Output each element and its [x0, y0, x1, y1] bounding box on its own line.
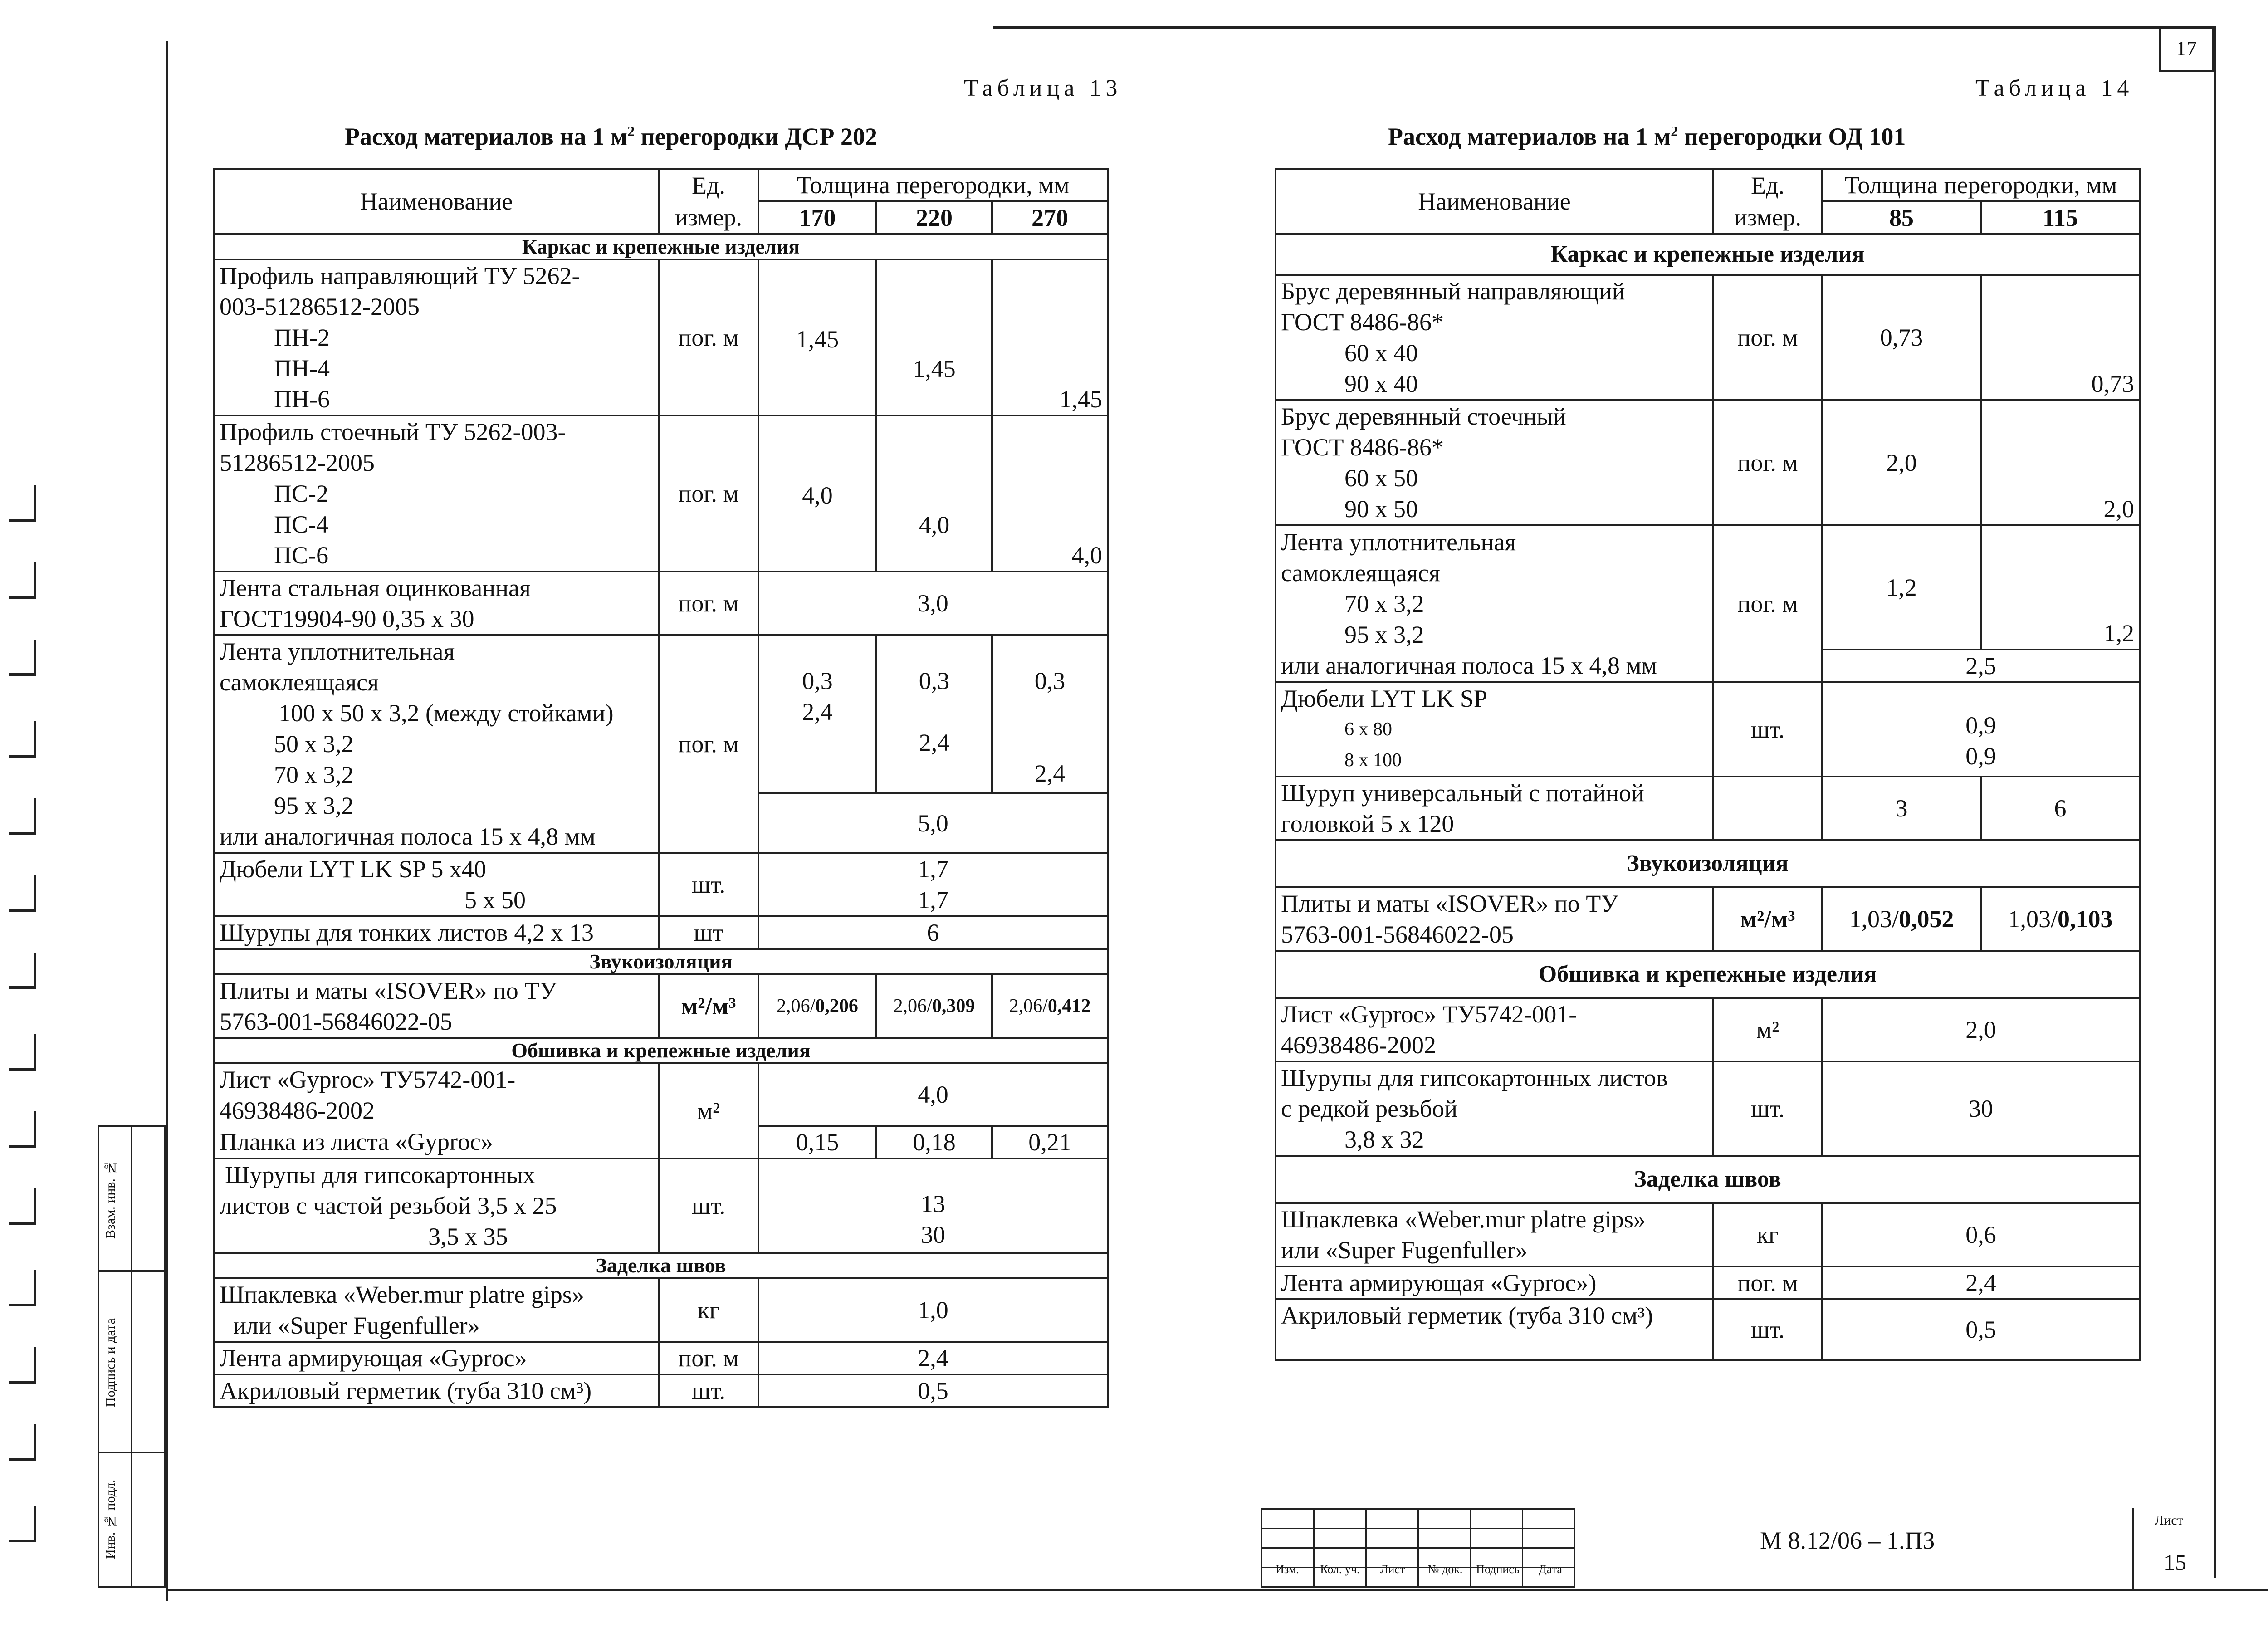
- table-row: [214, 635, 1108, 793]
- t14-value: 1,2: [1822, 525, 1981, 650]
- t13-unit: пог. м: [659, 259, 758, 416]
- t13-value: 0,5: [758, 1374, 1108, 1407]
- table-row: [214, 1278, 1108, 1342]
- t13-unit: пог. м: [659, 416, 758, 572]
- table-row: [1276, 400, 2140, 525]
- t14-row-screws-coarse: Шурупы для гипсокартонных листов с редкой резьбой 3,8 х 32: [1276, 1061, 1713, 1156]
- t14-value: 0,73: [1981, 275, 2140, 400]
- t13-row-tape: Лента армирующая «Gyproc»: [214, 1342, 659, 1374]
- table-row: [214, 1374, 1108, 1407]
- t14-section-insulation: Звукоизоляция: [1276, 840, 2140, 887]
- t14-row-gyproc-sheet: Лист «Gyproc» ТУ5742-001- 46938486-2002: [1276, 998, 1713, 1061]
- table-row: [214, 1159, 1108, 1253]
- side-stamp: [98, 1125, 166, 1588]
- t13-unit: пог. м: [659, 635, 758, 853]
- t14-unit: м²/м³: [1713, 887, 1822, 951]
- table-row: [1276, 682, 2140, 777]
- binding-mark: [9, 485, 36, 522]
- t13-value: 0,18: [876, 1126, 992, 1159]
- t13-section-frame: Каркас и крепежные изделия: [214, 234, 1108, 259]
- t14-header-115: 115: [1981, 201, 2140, 234]
- t13-row-screws-thin: Шурупы для тонких листов 4,2 х 13: [214, 916, 659, 949]
- t14-row-guide-beam: Брус деревянный направляющий ГОСТ 8486-86* 60 х 40 90 х 40: [1276, 275, 1713, 400]
- t14-unit: м²: [1713, 998, 1822, 1061]
- binding-mark: [9, 1270, 36, 1306]
- t13-header-unit: Ед.: [659, 169, 758, 201]
- t13-value: 2,06/0,206: [758, 974, 876, 1038]
- side-stamp-vzam-cell: [99, 1127, 166, 1272]
- t13-value: 3,0: [758, 572, 1108, 635]
- t14-row-tape: Лента армирующая «Gyproc»): [1276, 1266, 1713, 1299]
- t13-unit: шт.: [659, 853, 758, 916]
- t14-value: 1,2: [1981, 525, 2140, 650]
- t13-value: 6: [758, 916, 1108, 949]
- binding-mark: [9, 798, 36, 835]
- t14-section-joints: Заделка швов: [1276, 1156, 2140, 1203]
- title-block: [1261, 1508, 2218, 1590]
- side-stamp-podpis: Подпись и дата: [103, 1318, 118, 1407]
- binding-mark: [9, 721, 36, 758]
- sheet-corner-number: 17: [2159, 26, 2214, 72]
- t13-unit: пог. м: [659, 572, 758, 635]
- table-row: [1276, 1266, 2140, 1299]
- t14-section-frame: Каркас и крепежные изделия: [1276, 234, 2140, 275]
- t13-unit: шт.: [659, 1374, 758, 1407]
- t13-value: 2,06/0,309: [876, 974, 992, 1038]
- t13-unit: пог. м: [659, 1342, 758, 1374]
- t14-header-thickness: Толщина перегородки, мм: [1822, 169, 2140, 201]
- tb-label-doc: № док.: [1427, 1563, 1463, 1576]
- t13-value: 4,0: [992, 416, 1108, 572]
- table-14: [1275, 168, 2141, 1361]
- binding-mark: [9, 1188, 36, 1225]
- table-row: [214, 853, 1108, 916]
- table-13: [213, 168, 1109, 1408]
- tb-label-list: Лист: [1380, 1563, 1405, 1576]
- table-row: [214, 1342, 1108, 1374]
- table-row: [214, 259, 1108, 416]
- t14-value: 2,0: [1822, 400, 1981, 525]
- t14-row-sealant: Акриловый герметик (туба 310 см³): [1276, 1299, 1713, 1360]
- t14-row-sealing-tape: Лента уплотнительная самоклеящаяся 70 х 3,2 95 х 3,2 или аналогичная полоса 15 х 4,8 мм: [1276, 525, 1713, 682]
- t13-value: 4,0: [758, 416, 876, 572]
- t14-unit: пог. м: [1713, 275, 1822, 400]
- t13-unit: м²: [659, 1063, 758, 1159]
- table-row: [1276, 1203, 2140, 1266]
- t14-value: 0,73: [1822, 275, 1981, 400]
- table-row: [1276, 1299, 2140, 1360]
- side-stamp-podpis-cell: [99, 1272, 166, 1453]
- side-stamp-vzam: Взам. инв. №: [103, 1160, 118, 1239]
- t14-value: 3: [1822, 777, 1981, 840]
- document-code: М 8.12/06 – 1.ПЗ: [1760, 1527, 1935, 1554]
- t13-header-unit-2: измер.: [659, 201, 758, 234]
- t14-section-sheathing: Обшивка и крепежные изделия: [1276, 951, 2140, 998]
- t13-value: 2,4: [758, 1342, 1108, 1374]
- tb-label-date: Дата: [1539, 1563, 1562, 1576]
- t13-value: 0,15: [758, 1126, 876, 1159]
- t13-header-name: Наименование: [214, 169, 659, 234]
- table-row: [1276, 275, 2140, 400]
- t13-value: 1,0: [758, 1278, 1108, 1342]
- t13-unit: шт: [659, 916, 758, 949]
- t14-unit: шт.: [1713, 1299, 1822, 1360]
- t13-row-screws-fine: Шурупы для гипсокартонных листов с частой резьбой 3,5 х 25 3,5 х 35: [214, 1159, 659, 1253]
- t14-value: 30: [1822, 1061, 2140, 1156]
- table-row: [1276, 1061, 2140, 1156]
- binding-mark: [9, 1506, 36, 1542]
- t14-value: 0,6: [1822, 1203, 2140, 1266]
- tb-label-izm: Изм.: [1276, 1563, 1299, 1576]
- t14-unit: шт.: [1713, 1061, 1822, 1156]
- binding-mark: [9, 1034, 36, 1071]
- t13-unit: шт.: [659, 1159, 758, 1253]
- t14-value: 2,5: [1822, 650, 2140, 682]
- t13-row-steel-tape: Лента стальная оцинкованная ГОСТ19904-90 0,35 х 30: [214, 572, 659, 635]
- t14-row-stud-beam: Брус деревянный стоечный ГОСТ 8486-86* 60 х 50 90 х 50: [1276, 400, 1713, 525]
- t13-row-gyproc-strip: Планка из листа «Gyproc»: [214, 1126, 659, 1159]
- t13-section-sheathing: Обшивка и крепежные изделия: [214, 1038, 1108, 1063]
- binding-mark: [9, 1111, 36, 1148]
- t14-row-putty: Шпаклевка «Weber.mur platre gips» или «Super Fugenfuller»: [1276, 1203, 1713, 1266]
- t13-row-guide-profile: Профиль направляющий ТУ 5262- 003-51286512-2005 ПН-2 ПН-4 ПН-6: [214, 259, 659, 416]
- binding-mark: [9, 953, 36, 989]
- t13-value: 0,21: [992, 1126, 1108, 1159]
- t14-value: 0,5: [1822, 1299, 2140, 1360]
- t13-value: 1,45: [992, 259, 1108, 416]
- binding-mark: [9, 1347, 36, 1384]
- t13-row-putty: Шпаклевка «Weber.mur platre gips» или «Super Fugenfuller»: [214, 1278, 659, 1342]
- binding-mark: [9, 875, 36, 912]
- t14-value: 2,4: [1822, 1266, 2140, 1299]
- table-13-caption: Таблица 13: [964, 75, 1122, 101]
- t13-header-220: 220: [876, 201, 992, 234]
- table-row: [1276, 887, 2140, 951]
- t13-section-insulation: Звукоизоляция: [214, 949, 1108, 974]
- t13-header-thickness: Толщина перегородки, мм: [758, 169, 1108, 201]
- t13-row-isover: Плиты и маты «ISOVER» по ТУ 5763-001-56846022-05: [214, 974, 659, 1038]
- t14-value: 1,03/0,103: [1981, 887, 2140, 951]
- binding-mark: [9, 562, 36, 599]
- table-row: [214, 572, 1108, 635]
- table-14-title: Расход материалов на 1 $м^2$ перегородки ОД 101: [1388, 123, 1906, 150]
- t13-header-270: 270: [992, 201, 1108, 234]
- t13-value: 0,3 2,4: [876, 635, 992, 793]
- t14-value: 2,0: [1981, 400, 2140, 525]
- t13-value: 4,0: [758, 1063, 1108, 1126]
- binding-marks: [0, 0, 64, 1628]
- t13-value: 1,45: [758, 259, 876, 416]
- t14-value: 0,9 0,9: [1822, 682, 2140, 777]
- table-row: [214, 916, 1108, 949]
- t14-unit: пог. м: [1713, 400, 1822, 525]
- t13-row-stud-profile: Профиль стоечный ТУ 5262-003- 51286512-2005 ПС-2 ПС-4 ПС-6: [214, 416, 659, 572]
- table-13-title: Расход материалов на 1 $м^2$ перегородки ДСР 202: [345, 123, 878, 150]
- frame-left-line: [166, 41, 168, 1601]
- t14-value: 6: [1981, 777, 2140, 840]
- t13-unit: кг: [659, 1278, 758, 1342]
- t14-header-name: Наименование: [1276, 169, 1713, 234]
- table-row: [1276, 777, 2140, 840]
- t14-header-unit: Ед.: [1713, 169, 1822, 201]
- title-block-labels: [1261, 1563, 1577, 1576]
- side-stamp-inv-cell: [99, 1453, 166, 1586]
- t13-value: 4,0: [876, 416, 992, 572]
- t13-value: 0,3 2,4: [758, 635, 876, 793]
- t13-value: 1,45: [876, 259, 992, 416]
- t14-unit: шт.: [1713, 682, 1822, 777]
- t14-unit: кг: [1713, 1203, 1822, 1266]
- t14-row-universal-screw: Шуруп универсальный с потайной головкой 5 х 120: [1276, 777, 1713, 840]
- t13-row-sealing-tape: Лента уплотнительная самоклеящаяся 100 х 50 х 3,2 (между стойками) 50 х 3,2 70 х 3,2 95 х 3,2 или аналогичная полоса 15 х 4,8 мм: [214, 635, 659, 853]
- table-14-caption: Таблица 14: [1975, 75, 2134, 101]
- t14-header-unit-2: измер.: [1713, 201, 1822, 234]
- t13-value: 13 30: [758, 1159, 1108, 1253]
- frame-right-line: [2214, 26, 2216, 1578]
- t14-row-isover: Плиты и маты «ISOVER» по ТУ 5763-001-56846022-05: [1276, 887, 1713, 951]
- table-row: [214, 1063, 1108, 1126]
- t13-row-gyproc-sheet: Лист «Gyproc» ТУ5742-001- 46938486-2002: [214, 1063, 659, 1126]
- t13-header-170: 170: [758, 201, 876, 234]
- t13-row-sealant: Акриловый герметик (туба 310 см³): [214, 1374, 659, 1407]
- table-row: [214, 974, 1108, 1038]
- t13-value: 5,0: [758, 793, 1108, 853]
- t13-value: 1,7 1,7: [758, 853, 1108, 916]
- binding-mark: [9, 640, 36, 676]
- t14-unit-empty: [1713, 777, 1822, 840]
- table-row: [1276, 525, 2140, 650]
- tb-label-sign: Подпись: [1476, 1563, 1520, 1576]
- sheet-number: 15: [2164, 1550, 2186, 1575]
- table-row: [1276, 998, 2140, 1061]
- table-row: [214, 416, 1108, 572]
- side-stamp-inv: Инв. № подл.: [103, 1479, 118, 1559]
- tb-label-kol: Кол. уч.: [1320, 1563, 1360, 1576]
- t13-value: 0,3 2,4: [992, 635, 1108, 793]
- t13-value: 2,06/0,412: [992, 974, 1108, 1038]
- binding-mark: [9, 1424, 36, 1461]
- t14-unit: пог. м: [1713, 1266, 1822, 1299]
- t13-section-joints: Заделка швов: [214, 1253, 1108, 1278]
- t13-row-dowels: Дюбели LYT LK SP 5 х40 5 х 50: [214, 853, 659, 916]
- sheet-label: Лист: [2155, 1513, 2183, 1528]
- frame-top-line: [993, 26, 2214, 29]
- t14-header-85: 85: [1822, 201, 1981, 234]
- t13-unit: м²/м³: [659, 974, 758, 1038]
- t14-unit: пог. м: [1713, 525, 1822, 682]
- t14-row-dowels: Дюбели LYT LK SP 6 х 80 8 х 100: [1276, 682, 1713, 777]
- t14-value: 1,03/0,052: [1822, 887, 1981, 951]
- t14-value: 2,0: [1822, 998, 2140, 1061]
